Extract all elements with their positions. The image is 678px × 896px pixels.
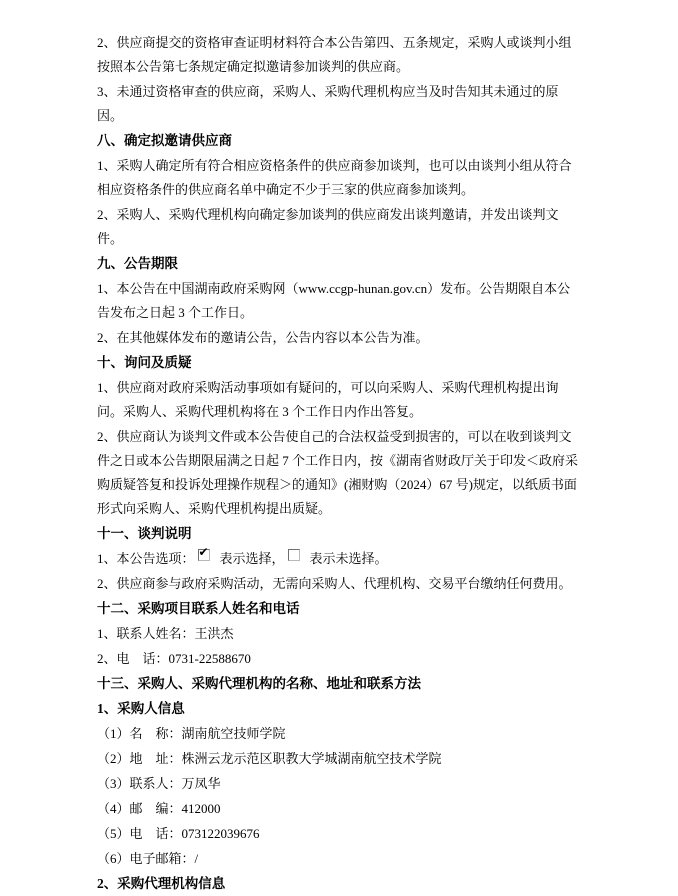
purchaser-email: （6）电子邮箱：/ — [97, 851, 199, 866]
agency-info-heading: 2、采购代理机构信息 — [97, 876, 226, 891]
section-8-item-1: 1、采购人确定所有符合相应资格条件的供应商参加谈判，也可以由谈判小组从符合相应资格条件的供应商名单中确定不少于三家的供应商参加谈判。 — [97, 158, 572, 197]
section-10-item-2: 2、供应商认为谈判文件或本公告使自己的合法权益受到损害的，可以在收到谈判文件之日或本公告期限届满之日起 7 个工作日内，按《湖南省财政厅关于印发＜政府采购质疑答复和投诉处理操作规程＞的通知》(湘财购（2024）67 号)规定，以纸质书面形式向采购人、采购代理机构提出质疑。 — [97, 429, 579, 516]
section-9-item-2: 2、在其他媒体发布的邀请公告，公告内容以本公告为准。 — [97, 330, 429, 345]
unchecked-checkbox-icon — [288, 549, 300, 561]
purchaser-phone: （5）电 话：073122039676 — [97, 826, 260, 841]
section-8-heading: 八、确定拟邀请供应商 — [97, 133, 232, 148]
qualification-review-item-3: 3、未通过资格审查的供应商，采购人、采购代理机构应当及时告知其未通过的原因。 — [97, 84, 559, 123]
section-11-option-line — [97, 547, 583, 571]
purchaser-info-heading: 1、采购人信息 — [97, 701, 185, 716]
section-11-heading: 十一、谈判说明 — [97, 526, 192, 541]
section-10-heading: 十、询问及质疑 — [97, 355, 192, 370]
section-12-heading: 十二、采购项目联系人姓名和电话 — [97, 601, 300, 616]
section-9-heading: 九、公告期限 — [97, 256, 178, 271]
project-contact-name: 1、联系人姓名：王洪杰 — [97, 626, 234, 641]
checked-checkbox-icon — [198, 545, 210, 561]
purchaser-address: （2）地 址：株洲云龙示范区职教大学城湖南航空技术学院 — [97, 751, 442, 766]
qualification-review-item-2: 2、供应商提交的资格审查证明材料符合本公告第四、五条规定，采购人或谈判小组按照本公告第七条规定确定拟邀请参加谈判的供应商。 — [97, 35, 572, 74]
option-line-prefix: 1、本公告选项： — [97, 551, 195, 566]
option-checked-label: 表示选择， — [219, 551, 285, 566]
section-11-item-2: 2、供应商参与政府采购活动，无需向采购人、代理机构、交易平台缴纳任何费用。 — [97, 576, 572, 591]
section-10-item-1: 1、供应商对政府采购活动事项如有疑问的，可以向采购人、采购代理机构提出询问。采购人、采购代理机构将在 3 个工作日内作出答复。 — [97, 380, 559, 419]
option-unchecked-label: 表示未选择。 — [309, 551, 388, 566]
section-8-item-2: 2、采购人、采购代理机构向确定参加谈判的供应商发出谈判邀请，并发出谈判文件。 — [97, 207, 559, 246]
purchaser-zip: （4）邮 编：412000 — [97, 801, 221, 816]
purchaser-name: （1）名 称：湖南航空技师学院 — [97, 726, 286, 741]
purchaser-contact: （3）联系人：万凤华 — [97, 776, 221, 791]
section-13-heading: 十三、采购人、采购代理机构的名称、地址和联系方法 — [97, 676, 421, 691]
project-contact-phone: 2、电 话：0731-22588670 — [97, 651, 251, 666]
checkmark-icon: ✔ — [198, 545, 209, 559]
section-9-item-1: 1、本公告在中国湖南政府采购网（www.ccgp-hunan.gov.cn）发布。公告期限自本公告发布之日起 3 个工作日。 — [97, 281, 571, 320]
